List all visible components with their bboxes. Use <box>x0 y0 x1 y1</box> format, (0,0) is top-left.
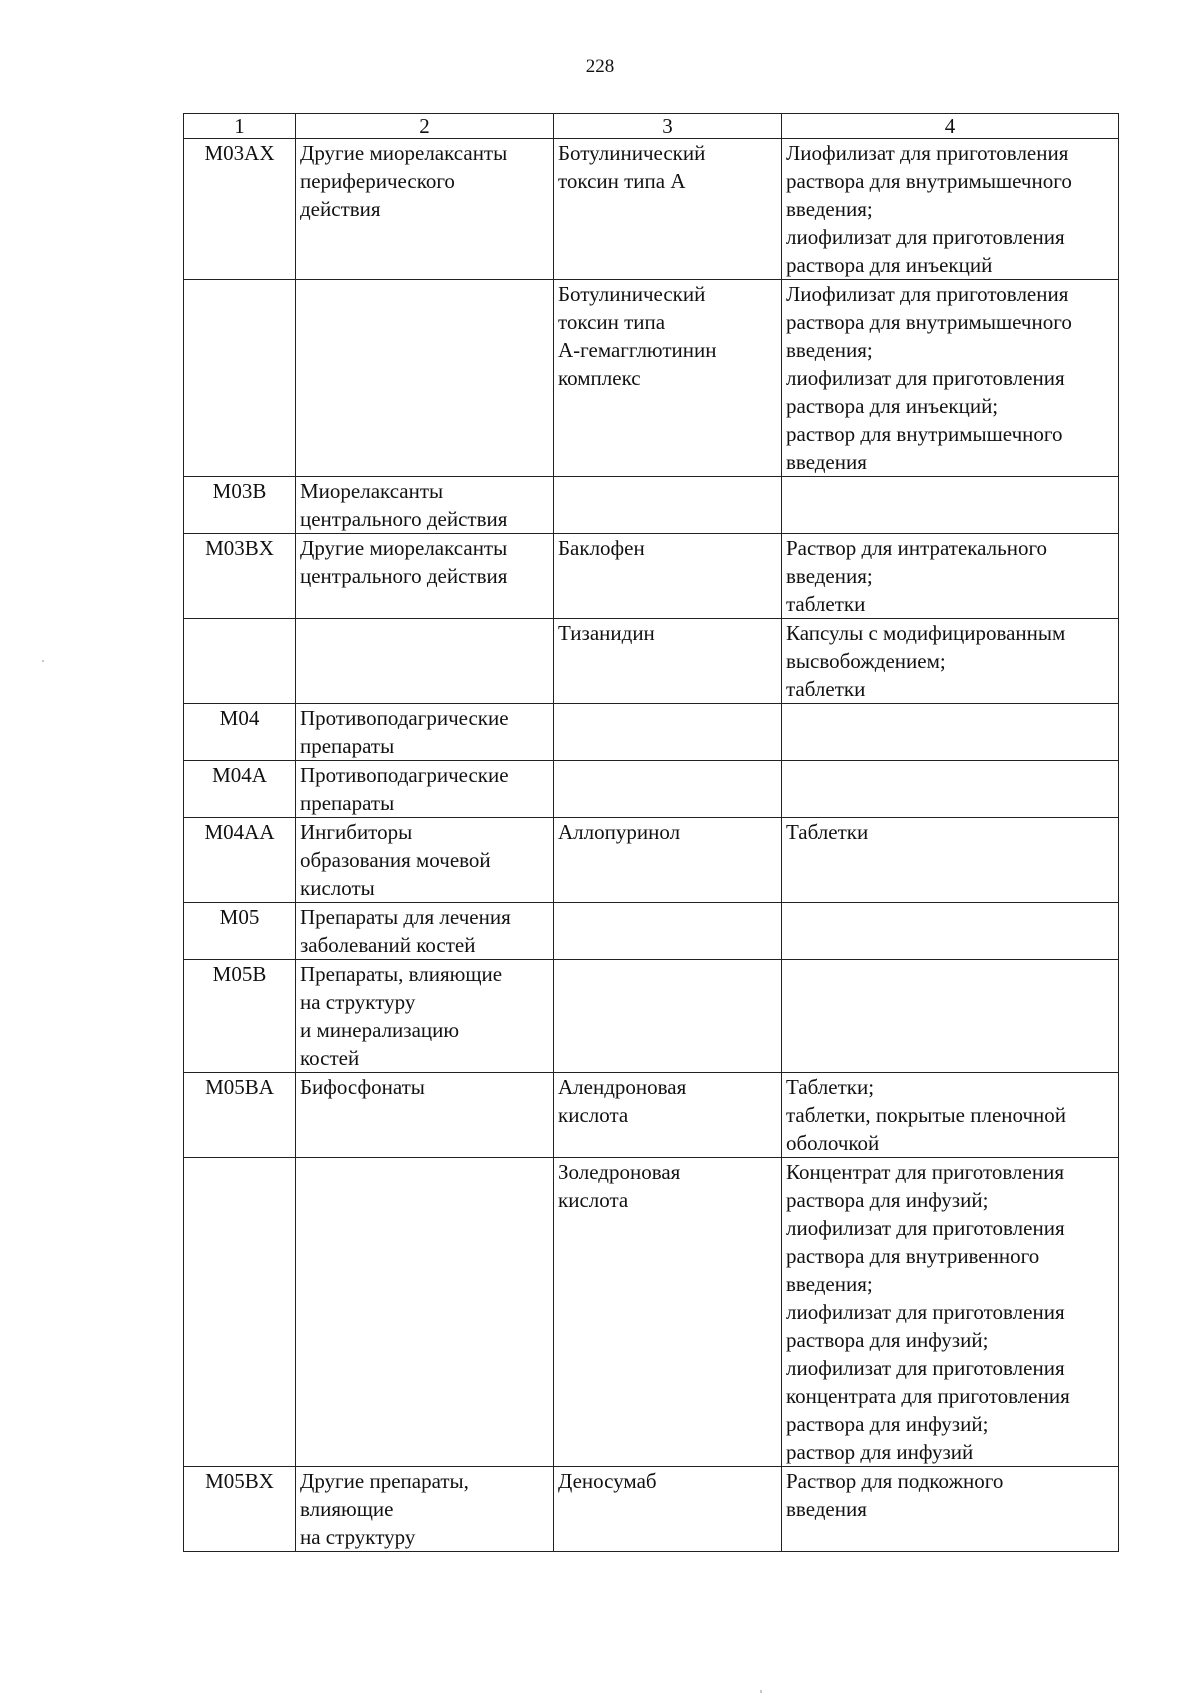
atc-code-cell: M04AA <box>184 818 296 903</box>
atc-code-cell: M05BX <box>184 1467 296 1552</box>
substance-cell: Золедроновая кислота <box>554 1158 782 1467</box>
group-cell: Противоподагрические препараты <box>296 761 554 818</box>
page-number: 228 <box>585 56 615 77</box>
group-cell: Ингибиторы образования мочевой кислоты <box>296 818 554 903</box>
table-row <box>184 1158 1119 1467</box>
table-row <box>184 903 1119 960</box>
table-row <box>184 818 1119 903</box>
substance-cell: Деносумаб <box>554 1467 782 1552</box>
substance-cell <box>554 704 782 761</box>
group-cell: Препараты, влияющие на структуру и минерализацию костей <box>296 960 554 1073</box>
dosage-forms-cell: Таблетки <box>782 818 1119 903</box>
atc-code-cell <box>184 280 296 477</box>
medicines-table <box>183 113 1119 1552</box>
substance-cell <box>554 761 782 818</box>
group-cell: Другие миорелаксанты периферического действия <box>296 139 554 280</box>
table-row <box>184 619 1119 704</box>
dosage-forms-cell: Капсулы с модифицированным высвобождением; таблетки <box>782 619 1119 704</box>
substance-cell <box>554 477 782 534</box>
substance-cell: Баклофен <box>554 534 782 619</box>
table-row <box>184 1073 1119 1158</box>
column-header-3: 3 <box>554 114 782 139</box>
dosage-forms-cell <box>782 761 1119 818</box>
table-row <box>184 761 1119 818</box>
column-header-4: 4 <box>782 114 1119 139</box>
atc-code-cell <box>184 619 296 704</box>
table-row <box>184 1467 1119 1552</box>
substance-cell <box>554 903 782 960</box>
atc-code-cell: M03AX <box>184 139 296 280</box>
group-cell: Бифосфонаты <box>296 1073 554 1158</box>
table-row <box>184 139 1119 280</box>
substance-cell: Алендроновая кислота <box>554 1073 782 1158</box>
table-row <box>184 960 1119 1073</box>
dosage-forms-cell: Раствор для подкожного введения <box>782 1467 1119 1552</box>
dosage-forms-cell: Таблетки; таблетки, покрытые пленочной оболочкой <box>782 1073 1119 1158</box>
column-header-2: 2 <box>296 114 554 139</box>
dosage-forms-cell <box>782 960 1119 1073</box>
substance-cell <box>554 960 782 1073</box>
table-row <box>184 280 1119 477</box>
table-row <box>184 534 1119 619</box>
dosage-forms-cell <box>782 704 1119 761</box>
atc-code-cell: M04A <box>184 761 296 818</box>
group-cell: Противоподагрические препараты <box>296 704 554 761</box>
dosage-forms-cell <box>782 477 1119 534</box>
dosage-forms-cell: Раствор для интратекального введения; таблетки <box>782 534 1119 619</box>
substance-cell: Аллопуринол <box>554 818 782 903</box>
column-header-1: 1 <box>184 114 296 139</box>
atc-code-cell: M03B <box>184 477 296 534</box>
group-cell <box>296 280 554 477</box>
atc-code-cell: M05BA <box>184 1073 296 1158</box>
substance-cell: Ботулинический токсин типа А-гемагглютинин комплекс <box>554 280 782 477</box>
group-cell <box>296 619 554 704</box>
table-row <box>184 704 1119 761</box>
atc-code-cell: M03BX <box>184 534 296 619</box>
dosage-forms-cell: Лиофилизат для приготовления раствора для внутримышечного введения; лиофилизат для приготовления раствора для инъекций <box>782 139 1119 280</box>
group-cell: Миорелаксанты центрального действия <box>296 477 554 534</box>
scan-speck <box>42 660 44 662</box>
group-cell <box>296 1158 554 1467</box>
substance-cell: Ботулинический токсин типа А <box>554 139 782 280</box>
dosage-forms-cell: Концентрат для приготовления раствора для инфузий; лиофилизат для приготовления раствора для внутривенного введения; лиофилизат для приготовления раствора для инфузий; лиофилизат для приготовления концентрата для приготовления раствора для инфузий; раствор для инфузий <box>782 1158 1119 1467</box>
substance-cell: Тизанидин <box>554 619 782 704</box>
table-row <box>184 477 1119 534</box>
group-cell: Другие препараты, влияющие на структуру <box>296 1467 554 1552</box>
group-cell: Другие миорелаксанты центрального действия <box>296 534 554 619</box>
atc-code-cell: M05 <box>184 903 296 960</box>
table-header-row <box>184 114 1119 139</box>
atc-code-cell <box>184 1158 296 1467</box>
dosage-forms-cell <box>782 903 1119 960</box>
scan-speck <box>760 1690 762 1693</box>
atc-code-cell: M04 <box>184 704 296 761</box>
dosage-forms-cell: Лиофилизат для приготовления раствора для внутримышечного введения; лиофилизат для приготовления раствора для инъекций; раствор для внутримышечного введения <box>782 280 1119 477</box>
group-cell: Препараты для лечения заболеваний костей <box>296 903 554 960</box>
atc-code-cell: M05B <box>184 960 296 1073</box>
